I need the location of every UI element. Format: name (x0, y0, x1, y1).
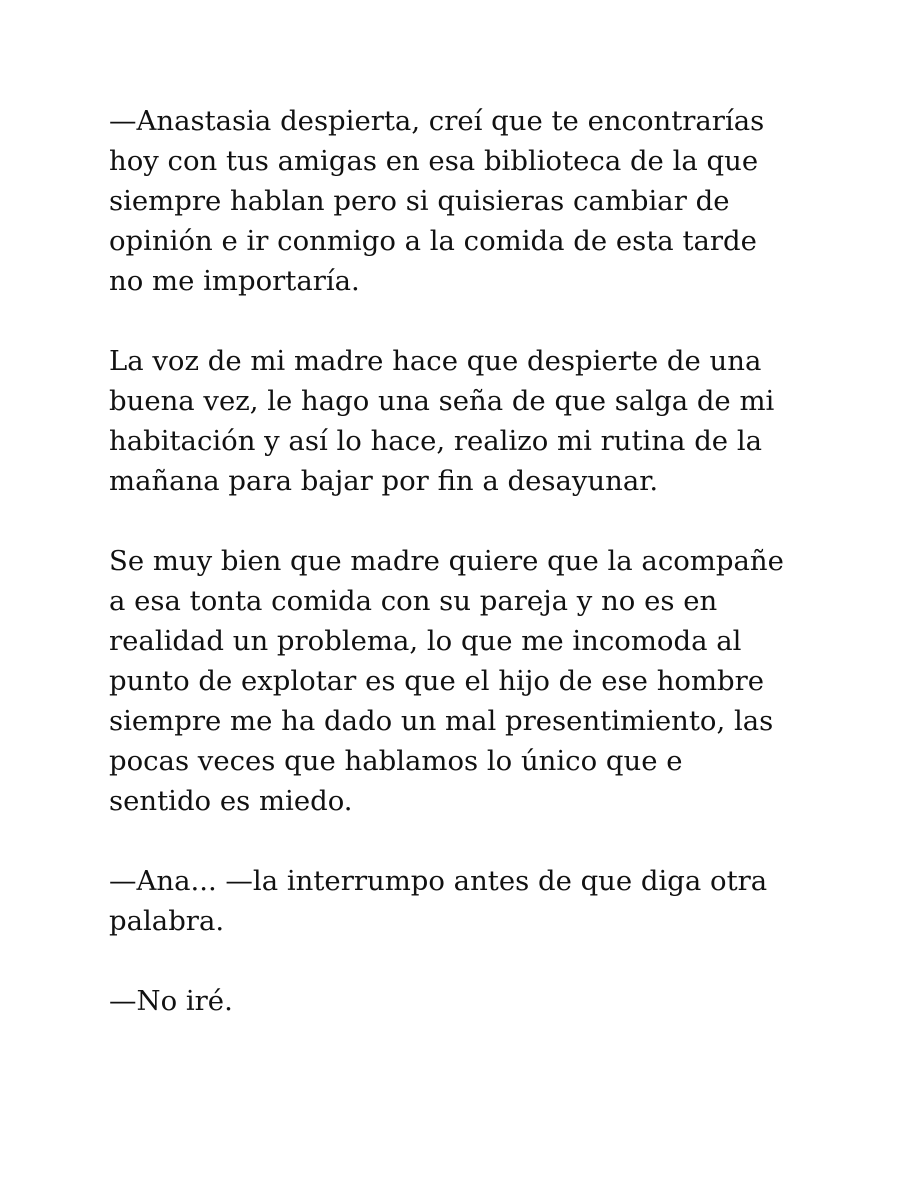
text-line: siempre hablan pero si quisieras cambiar de (109, 185, 730, 217)
paragraph-4 (109, 861, 799, 941)
text-line: opinión e ir conmigo a la comida de esta tarde (109, 225, 757, 257)
text-line: no me importaría. (109, 265, 360, 297)
paragraph-5 (109, 981, 799, 1021)
text-line: hoy con tus amigas en esa biblioteca de la que (109, 145, 759, 177)
text-line: sentido es miedo. (109, 785, 353, 817)
text-line: siempre me ha dado un mal presentimiento, las (109, 705, 774, 737)
text-line: habitación y así lo hace, realizo mi rutina de la (109, 425, 763, 457)
text-line: palabra. (109, 905, 225, 937)
text-line: —No iré. (109, 985, 233, 1017)
text-line: buena vez, le hago una seña de que salga de mi (109, 385, 775, 417)
text-line: —Ana... —la interrumpo antes de que diga otra (109, 865, 768, 897)
paragraph-2 (109, 341, 799, 501)
paragraph-1 (109, 101, 799, 301)
document-page (109, 101, 799, 1061)
text-line: mañana para bajar por fin a desayunar. (109, 465, 659, 497)
text-line: pocas veces que hablamos lo único que e (109, 745, 683, 777)
paragraph-3 (109, 541, 799, 821)
text-line: La voz de mi madre hace que despierte de una (109, 345, 762, 377)
text-line: punto de explotar es que el hijo de ese hombre (109, 665, 765, 697)
text-line: Se muy bien que madre quiere que la acompañe (109, 545, 784, 577)
text-line: realidad un problema, lo que me incomoda al (109, 625, 742, 657)
text-line: —Anastasia despierta, creí que te encontrarías (109, 105, 765, 137)
text-line: a esa tonta comida con su pareja y no es en (109, 585, 718, 617)
